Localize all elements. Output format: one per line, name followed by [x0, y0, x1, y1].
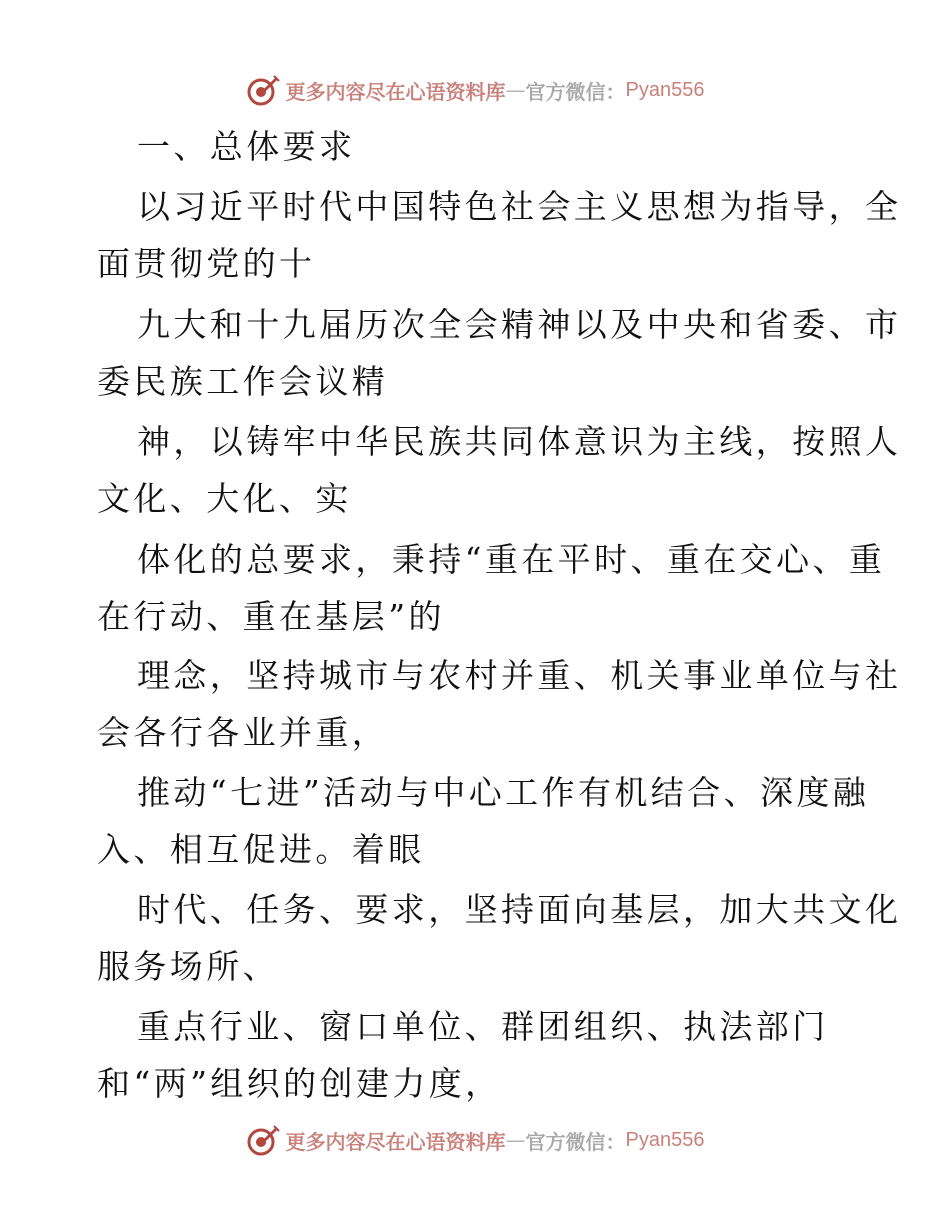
- text-line: 和“两”组织的创建力度，: [97, 1064, 502, 1103]
- text-line: 理念，坚持城市与农村并重、机关事业单位与社: [137, 656, 902, 695]
- official-wechat-label: 官方微信：: [525, 1129, 626, 1154]
- separator-dash: —: [505, 78, 526, 102]
- wechat-id: Pyan556: [625, 78, 705, 101]
- brand-text: 更多内容尽在心语资料库: [285, 1129, 506, 1154]
- text-line: 体化的总要求，秉持“重在平时、重在交心、重: [137, 540, 886, 579]
- pen-logo-icon: [246, 1123, 280, 1157]
- separator-dash: —: [505, 1128, 526, 1152]
- text-line: 服务场所、: [97, 947, 279, 986]
- text-line: 时代、任务、要求，坚持面向基层，加大共文化: [137, 890, 902, 929]
- text-line: 文化、大化、实: [97, 479, 352, 518]
- text-line: 面贯彻党的十: [97, 244, 316, 283]
- official-wechat-label: 官方微信：: [525, 79, 626, 104]
- footer-watermark: [0, 1120, 950, 1160]
- text-line: 在行动、重在基层”的: [97, 597, 445, 636]
- text-line: 委民族工作会议精: [97, 362, 389, 401]
- text-line: 会各行各业并重，: [97, 713, 389, 752]
- brand-text: 更多内容尽在心语资料库: [285, 79, 506, 104]
- text-line: 神，以铸牢中华民族共同体意识为主线，按照人: [137, 422, 902, 461]
- text-line: 推动“七进”活动与中心工作有机结合、深度融: [137, 773, 870, 812]
- text-line: 重点行业、窗口单位、群团组织、执法部门: [137, 1007, 829, 1046]
- pen-logo-icon: [246, 73, 280, 107]
- header-watermark: [0, 70, 950, 110]
- heading-line: 一、总体要求: [137, 127, 356, 166]
- text-line: 以习近平时代中国特色社会主义思想为指导，全: [137, 187, 902, 226]
- text-line: 入、相互促进。着眼: [97, 830, 425, 869]
- text-line: 九大和十九届历次全会精神以及中央和省委、市: [137, 305, 902, 344]
- wechat-id: Pyan556: [625, 1128, 705, 1151]
